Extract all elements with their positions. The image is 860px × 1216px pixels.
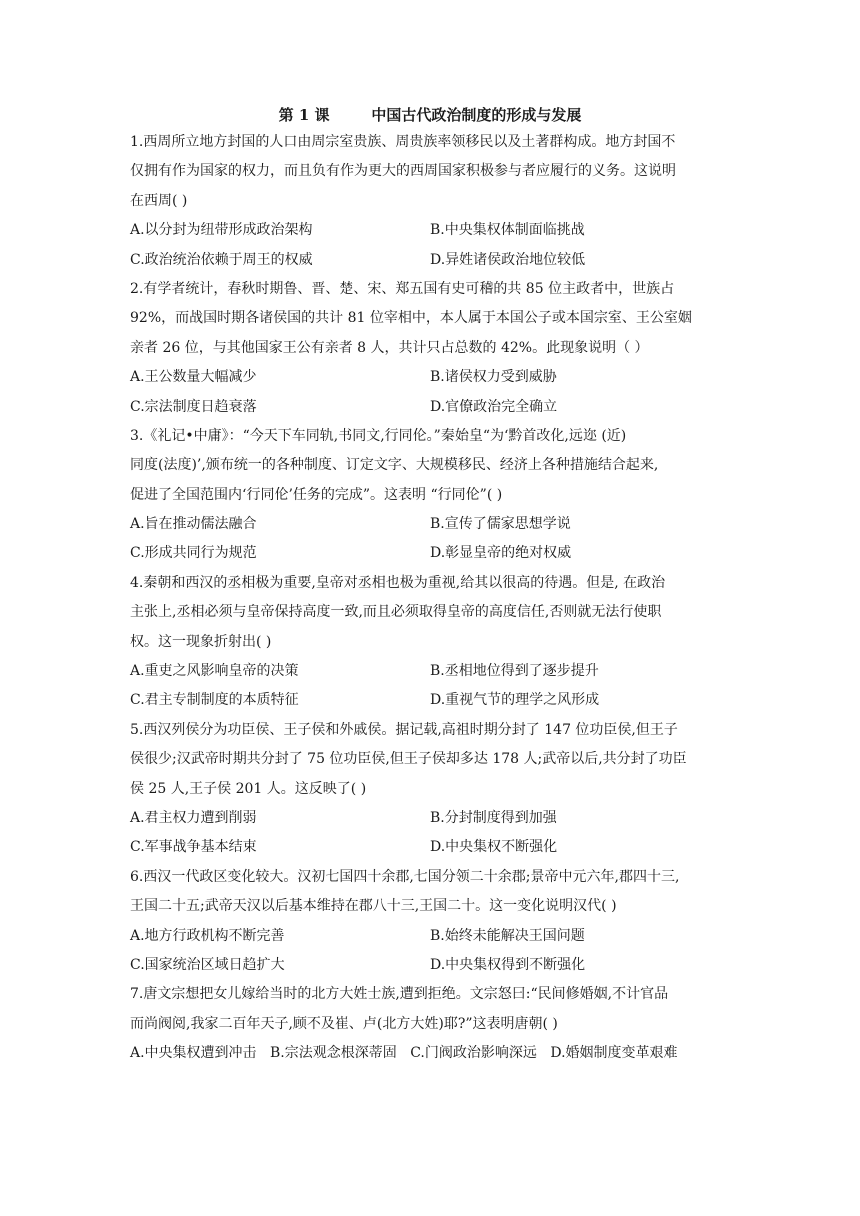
option-a: A.以分封为纽带形成政治架构 (130, 222, 313, 239)
question-4 (130, 569, 730, 716)
question-text-line: 促进了全国范围内‘行同伦’任务的完成”。这表明 “行同伦”( ) (130, 486, 503, 503)
option-row (130, 833, 730, 862)
question-text-line: 主张上,丞相必须与皇帝保持高度一致,而且必须取得皇帝的高度信任,否则就无法行使职 (130, 604, 662, 621)
option-row (130, 657, 730, 686)
option-a: A.君主权力遭到削弱 (130, 809, 257, 826)
question-text-line: 侯 25 人,王子侯 201 人。这反映了( ) (130, 780, 367, 797)
option-c: C.门阀政治影响深远 (410, 1045, 537, 1062)
lesson-title: 第 1 课 中国古代政治制度的形成与发展 (278, 106, 582, 124)
option-d: D.官僚政治完全确立 (430, 398, 558, 415)
option-b: B.分封制度得到加强 (430, 809, 557, 826)
option-b: B.始终未能解决王国问题 (430, 927, 585, 944)
question-text-line: 2.有学者统计，春秋时期鲁、晋、楚、宋、郑五国有史可稽的共 85 位主政者中，世族占 (130, 280, 675, 297)
option-d: D.婚姻制度变革艰难 (550, 1045, 678, 1062)
option-row (130, 246, 730, 275)
question-text-line: 同度(法度)’,颁布统一的各种制度、订定文字、大规模移民、经济上各种措施结合起来, (130, 457, 659, 474)
option-row (130, 922, 730, 951)
option-a: A.重吏之风影响皇帝的决策 (130, 663, 299, 680)
question-3 (130, 422, 730, 569)
option-row (130, 686, 730, 715)
question-6 (130, 863, 730, 981)
option-a: A.地方行政机构不断完善 (130, 927, 285, 944)
question-2 (130, 275, 730, 422)
question-text-line: 1.西周所立地方封国的人口由周宗室贵族、周贵族率领移民以及土著群构成。地方封国不 (130, 134, 676, 150)
option-d: D.重视气节的理学之风形成 (430, 692, 600, 709)
option-row (130, 804, 730, 833)
option-b: B.诸侯权力受到威胁 (430, 369, 557, 386)
option-a: A.中央集权遭到冲击 (130, 1045, 257, 1062)
question-text-line: 4.秦朝和西汉的丞相极为重要,皇帝对丞相也极为重视,给其以很高的待遇。但是, 在政治 (130, 574, 666, 591)
option-d: D.中央集权不断强化 (430, 839, 558, 856)
option-c: C.君主专制制度的本质特征 (130, 692, 299, 709)
question-text-line: 在西周( ) (130, 192, 188, 209)
option-a: A.王公数量大幅减少 (130, 369, 257, 386)
option-c: C.宗法制度日趋衰落 (130, 398, 257, 415)
question-text-line: 而尚阀阅,我家二百年天子,顾不及崔、卢(北方大姓)耶?”这表明唐朝( ) (130, 1015, 558, 1032)
option-d: D.彰显皇帝的绝对权威 (430, 545, 572, 562)
option-d: D.异姓诸侯政治地位较低 (430, 251, 586, 268)
option-row (130, 363, 730, 392)
question-1 (130, 128, 730, 275)
question-text-line: 仅拥有作为国家的权力，而且负有作为更大的西周国家积极参与者应履行的义务。这说明 (130, 163, 676, 180)
question-7 (130, 980, 730, 1068)
option-b: B.宣传了儒家思想学说 (430, 516, 571, 533)
question-text-line: 3.《礼记•中庸》：“今天下车同轨,书同文,行同伦。”秦始皇“为‘黔首改化,远迩 (近) (130, 427, 627, 444)
option-row (130, 510, 730, 539)
question-text-line: 6.西汉一代政区变化较大。汉初七国四十余郡,七国分领二十余郡;景帝中元六年,郡四十三, (130, 868, 680, 885)
question-text-line: 权。这一现象折射出( ) (130, 633, 272, 650)
question-text-line: 王国二十五;武帝天汉以后基本维持在郡八十三,王国二十。这一变化说明汉代( ) (130, 898, 617, 915)
option-c: C.国家统治区域日趋扩大 (130, 956, 285, 973)
option-c: C.政治统治依赖于周王的权威 (130, 251, 313, 268)
option-c: C.形成共同行为规范 (130, 545, 257, 562)
option-row (130, 1039, 730, 1068)
option-row (130, 951, 730, 980)
question-5 (130, 716, 730, 863)
option-d: D.中央集权得到不断强化 (430, 956, 586, 973)
option-row (130, 393, 730, 422)
option-c: C.军事战争基本结束 (130, 839, 257, 856)
option-b: B.宗法观念根深蒂固 (270, 1045, 397, 1062)
option-row (130, 539, 730, 568)
option-b: B.中央集权体制面临挑战 (430, 222, 585, 239)
option-b: B.丞相地位得到了逐步提升 (430, 663, 599, 680)
question-text-line: 7.唐文宗想把女儿嫁给当时的北方大姓士族,遭到拒绝。文宗怒曰:“民间修婚姻,不计官品 (130, 986, 669, 1003)
question-text-line: 5.西汉列侯分为功臣侯、王子侯和外戚侯。据记载,高祖时期分封了 147 位功臣侯,但王子 (130, 721, 678, 738)
option-row (130, 216, 730, 245)
question-text-line: 92%，而战国时期各诸侯国的共计 81 位宰相中，本人属于本国公子或本国宗室、王公室姻 (130, 310, 692, 327)
option-a: A.旨在推动儒法融合 (130, 516, 257, 533)
question-text-line: 亲者 26 位，与其他国家王公有亲者 8 人，共计只占总数的 42%。此现象说明（ ） (130, 339, 649, 356)
question-text-line: 侯很少;汉武帝时期共分封了 75 位功臣侯,但王子侯却多达 178 人;武帝以后,共分封了功臣 (130, 751, 687, 768)
question-list (130, 128, 730, 1069)
